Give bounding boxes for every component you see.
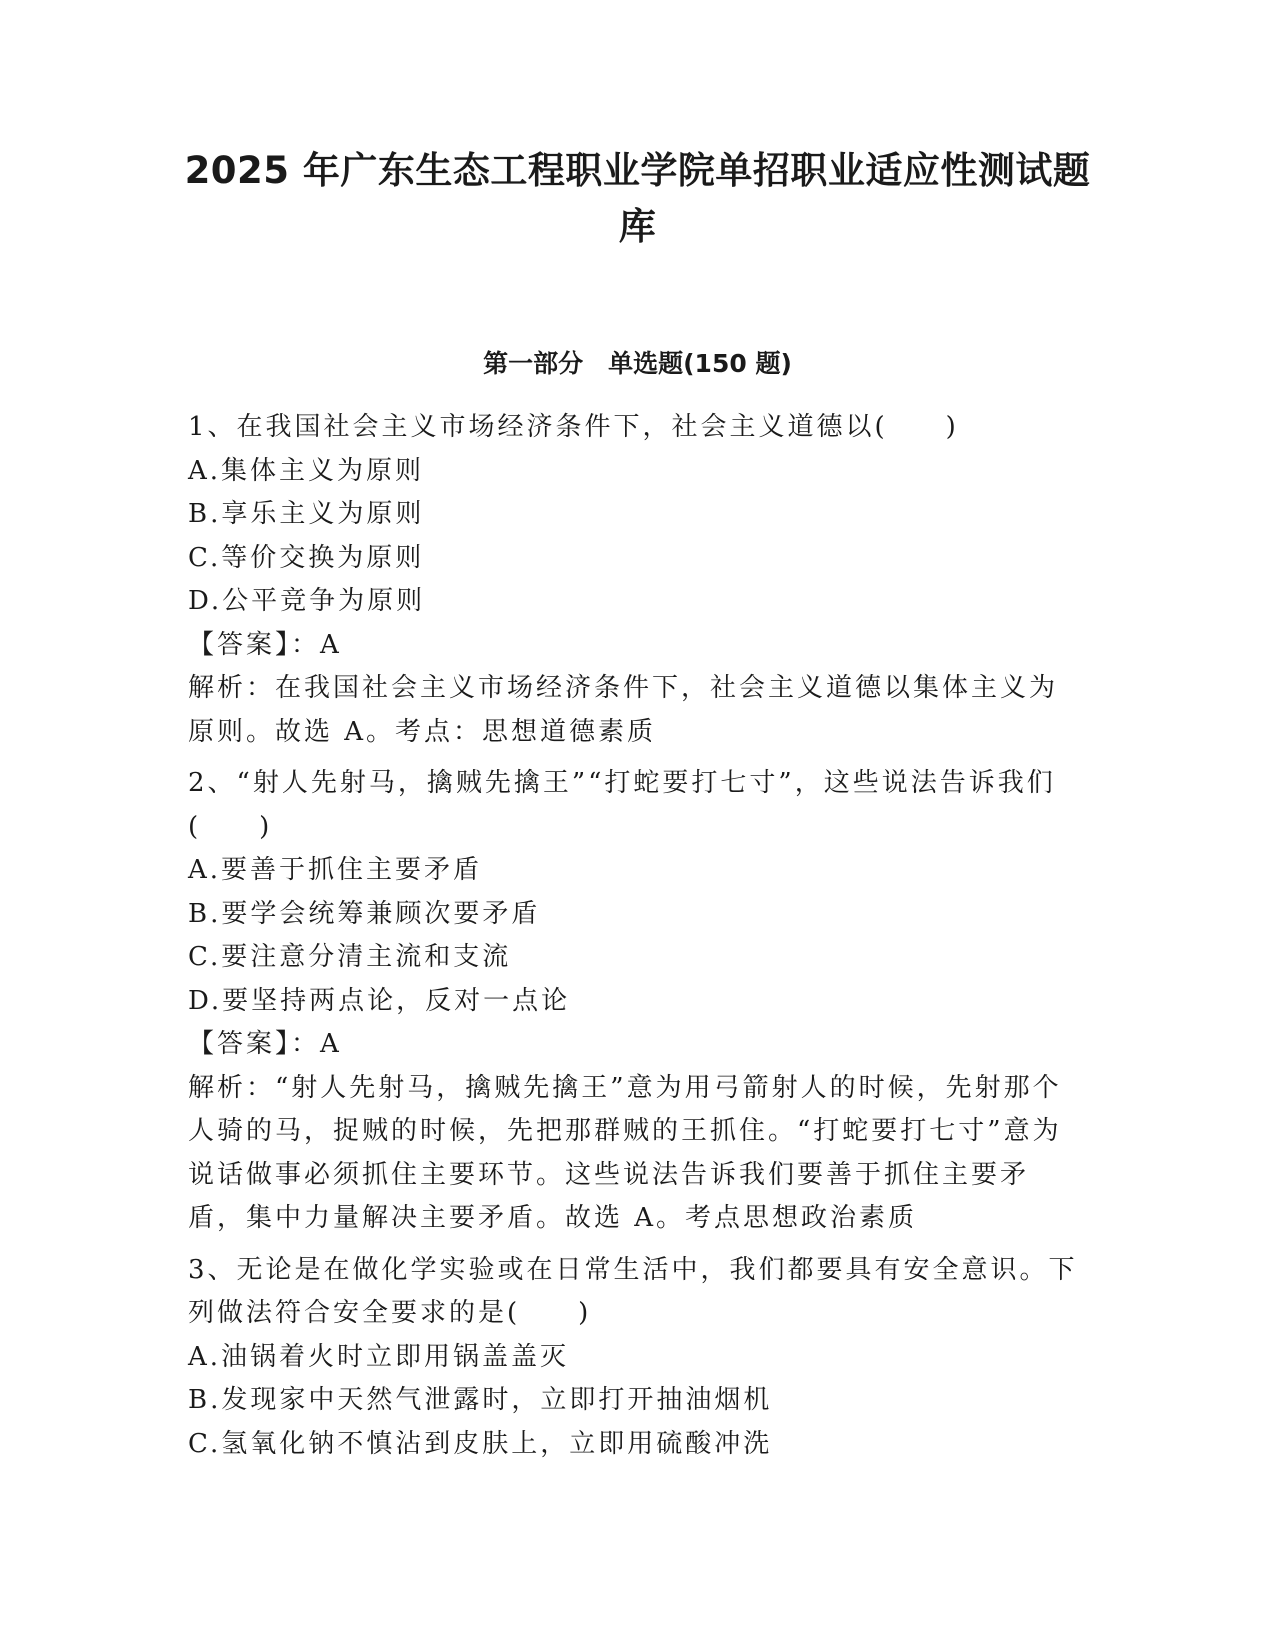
title-line-2: 库 (618, 205, 657, 248)
option-c: C.等价交换为原则 (188, 542, 425, 573)
question-1 (188, 406, 1078, 754)
question-list (188, 406, 1078, 1474)
question-2 (188, 762, 1078, 1241)
option-b: B.发现家中天然气泄露时，立即打开抽油烟机 (188, 1385, 773, 1415)
document-title (150, 143, 1125, 255)
option-a: A.要善于抓住主要矛盾 (188, 855, 483, 885)
option-a: A.油锅着火时立即用锅盖盖灭 (188, 1341, 570, 1372)
question-stem: 2、“射人先射马，擒贼先擒王”“打蛇要打七寸”，这些说法告诉我们( ) (188, 768, 1056, 842)
analysis: 解析：在我国社会主义市场经济条件下，社会主义道德以集体主义为原则。故选 A。考点：思想道德素质 (188, 673, 1059, 747)
question-3 (188, 1249, 1078, 1467)
option-d: D.公平竞争为原则 (188, 586, 426, 616)
option-c: C.要注意分清主流和支流 (188, 942, 512, 972)
option-c: C.氢氧化钠不慎沾到皮肤上，立即用硫酸冲洗 (188, 1428, 773, 1459)
question-stem: 3、无论是在做化学实验或在日常生活中，我们都要具有安全意识。下列做法符合安全要求的是( ) (188, 1254, 1078, 1328)
option-d: D.要坚持两点论，反对一点论 (188, 985, 571, 1016)
option-b: B.享乐主义为原则 (188, 499, 425, 529)
analysis: 解析：“射人先射马，擒贼先擒王”意为用弓箭射人的时候，先射那个人骑的马，捉贼的时候，先把那群贼的王抓住。“打蛇要打七寸”意为说话做事必须抓住主要环节。这些说法告诉我们要善于抓住主要矛盾，集中力量解决主要矛盾。故选 A。考点思想政治素质 (188, 1072, 1062, 1233)
option-a: A.集体主义为原则 (188, 455, 425, 486)
question-stem: 1、在我国社会主义市场经济条件下，社会主义道德以( ) (188, 412, 959, 442)
answer: 【答案】：A (188, 629, 342, 660)
section-heading: 第一部分 单选题(150 题) (483, 349, 792, 378)
option-b: B.要学会统筹兼顾次要矛盾 (188, 898, 541, 929)
title-line-1: 2025 年广东生态工程职业学院单招职业适应性测试题 (184, 149, 1091, 192)
answer: 【答案】：A (188, 1029, 342, 1059)
